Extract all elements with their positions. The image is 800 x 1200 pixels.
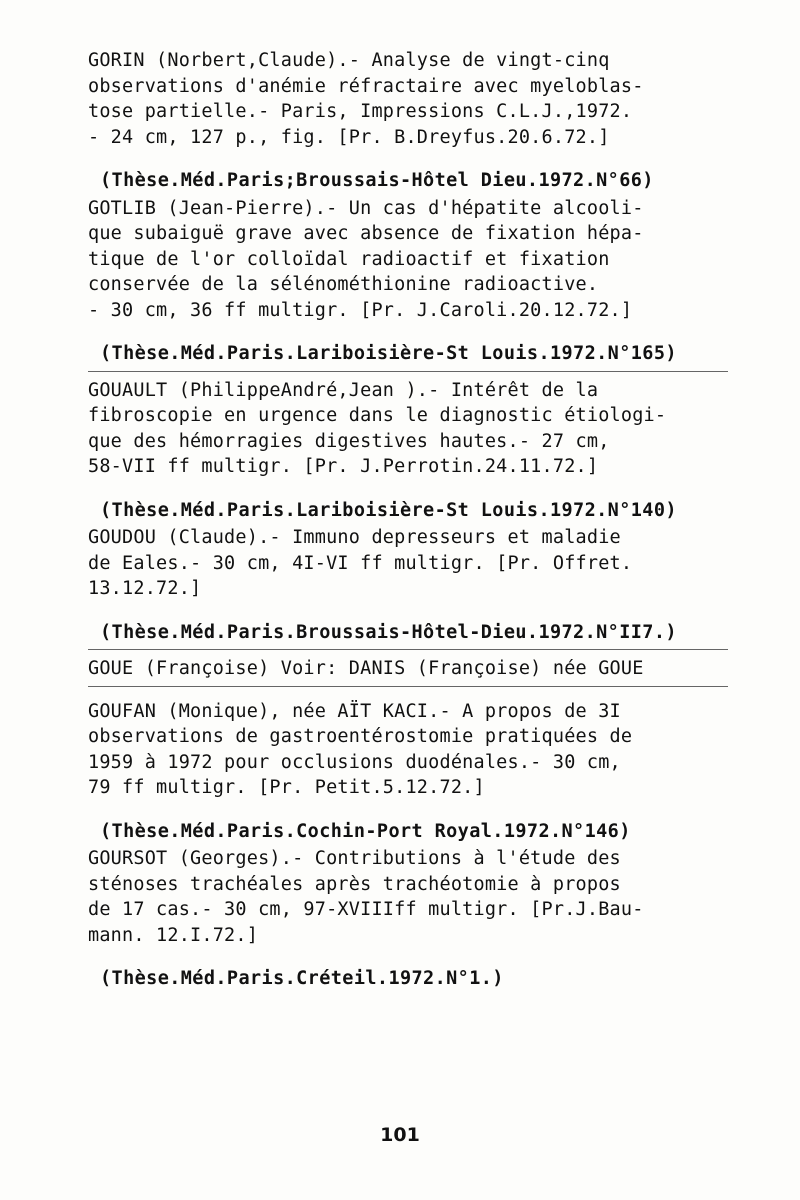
page-number: 101 (380, 1124, 420, 1146)
bibliography-entry-gotlib (88, 196, 728, 372)
thesis-note: (Thèse.Méd.Paris.Cochin-Port Royal.1972.N°146) (100, 820, 631, 842)
bibliography-entry-gouault (88, 378, 728, 524)
entry-line: fibroscopie en urgence dans le diagnostic étiologi- (88, 405, 667, 426)
entry-line: GOUFAN (Monique), née AÏT KACI.- A propos de 3I (88, 700, 621, 722)
entry-line: 1959 à 1972 pour occlusions duodénales.- 30 cm, (88, 751, 621, 773)
thesis-note: (Thèse.Méd.Paris;Broussais-Hôtel Dieu.1972.N°66) (100, 170, 654, 191)
entry-line: mann. 12.I.72.] (88, 924, 259, 946)
entry-line: conservée de la sélénométhionine radioactive. (88, 274, 599, 295)
thesis-note: (Thèse.Méd.Paris.Lariboisière-St Louis.1972.N°140) (100, 499, 677, 521)
bibliography-list (88, 48, 728, 994)
bibliography-entry-gorin (88, 48, 728, 194)
entry-line: GOURSOT (Georges).- Contributions à l'étude des (88, 848, 621, 869)
entry-line: observations d'anémie réfractaire avec myeloblas- (88, 75, 644, 97)
bibliography-entry-goursot (88, 846, 728, 992)
divider-line (88, 686, 728, 687)
entry-line: de 17 cas.- 30 cm, 97-XVIIIff multigr. [Pr.J.Bau- (88, 899, 644, 920)
thesis-note: (Thèse.Méd.Paris.Créteil.1972.N°1.) (100, 968, 504, 989)
entry-line: 13.12.72.] (88, 578, 202, 599)
thesis-note: (Thèse.Méd.Paris.Broussais-Hôtel-Dieu.1972.N°II7.) (100, 621, 677, 643)
entry-line: tose partielle.- Paris, Impressions C.L.J.,1972. (88, 101, 633, 122)
entry-line: tique de l'or colloïdal radioactif et fixation (88, 248, 610, 270)
entry-line: - 24 cm, 127 p., fig. [Pr. B.Dreyfus.20.6.72.] (88, 126, 610, 148)
bibliography-entry-goue (88, 656, 728, 699)
divider-line (88, 649, 728, 650)
bibliography-entry-goufan (88, 699, 728, 845)
entry-line: GOUDOU (Claude).- Immuno depresseurs et maladie (88, 527, 621, 548)
entry-line: GOTLIB (Jean-Pierre).- Un cas d'hépatite alcooli- (88, 197, 644, 219)
entry-line: que des hémorragies digestives hautes.- 27 cm, (88, 430, 610, 452)
entry-line: - 30 cm, 36 ff multigr. [Pr. J.Caroli.20.12.72.] (88, 299, 633, 321)
entry-line: observations de gastroentérostomie pratiquées de (88, 726, 633, 747)
entry-line: GOUAULT (PhilippeAndré,Jean ).- Intérêt de la (88, 379, 599, 401)
bibliography-entry-goudou (88, 525, 728, 650)
entry-line: 58-VII ff multigr. [Pr. J.Perrotin.24.11.72.] (88, 456, 599, 477)
entry-line: GORIN (Norbert,Claude).- Analyse de vingt-cinq (88, 50, 610, 71)
thesis-note: (Thèse.Méd.Paris.Lariboisière-St Louis.1972.N°165) (100, 343, 677, 364)
entry-line: de Eales.- 30 cm, 4I-VI ff multigr. [Pr. Offret. (88, 552, 633, 574)
entry-line: que subaiguë grave avec absence de fixation hépa- (88, 223, 644, 244)
entry-line: 79 ff multigr. [Pr. Petit.5.12.72.] (88, 777, 485, 798)
entry-line: GOUE (Françoise) Voir: DANIS (Françoise) née GOUE (88, 658, 644, 679)
divider-line (88, 371, 728, 372)
entry-line: sténoses trachéales après trachéotomie à propos (88, 873, 621, 895)
